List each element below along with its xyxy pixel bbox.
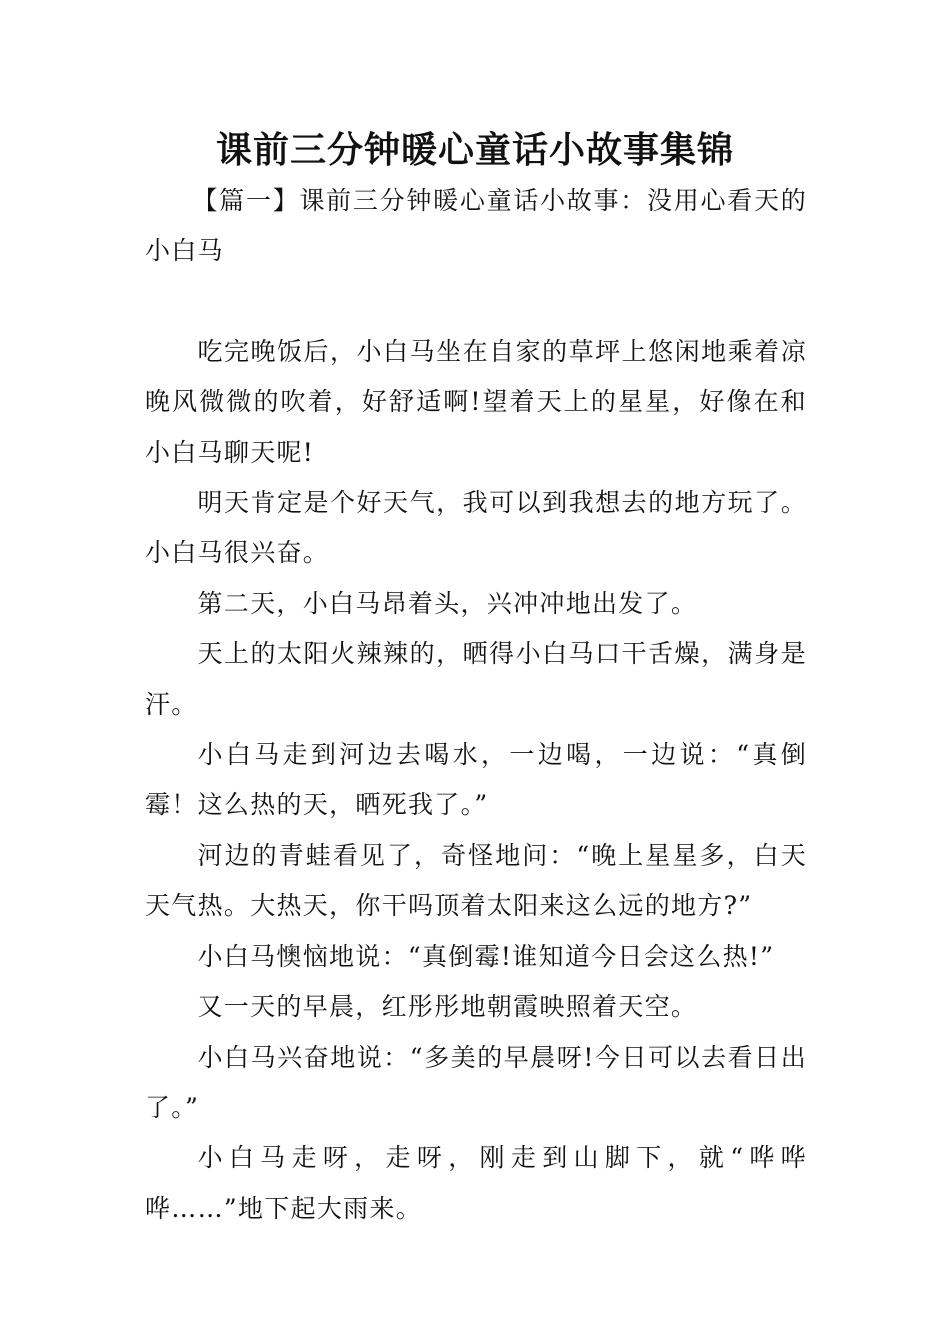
section-heading: 【篇一】课前三分钟暖心童话小故事：没用心看天的小白马 [145,186,807,266]
paragraph: 吃完晚饭后，小白马坐在自家的草坪上悠闲地乘着凉晚风微微的吹着，好舒适啊!望着天上的星星，好像在和小白马聊天呢! [145,336,807,467]
paragraph: 第二天，小白马昂着头，兴冲冲地出发了。 [197,588,698,618]
paragraph: 小白马兴奋地说：“多美的早晨呀!今日可以去看日出了。” [145,1042,807,1122]
paragraph: 又一天的早晨，红彤彤地朝霞映照着天空。 [197,992,698,1022]
paragraph: 小白马走呀，走呀，刚走到山脚下，就“哗哗哗……”地下起大雨来。 [145,1143,807,1223]
paragraph: 天上的太阳火辣辣的，晒得小白马口干舌燥，满身是汗。 [145,639,807,719]
paragraph: 河边的青蛙看见了，奇怪地问：“晚上星星多，白天天气热。大热天，你干吗顶着太阳来这么远的地方?” [145,840,807,921]
document-title: 课前三分钟暖心童话小故事集锦 [215,130,734,171]
paragraph: 明天肯定是个好天气，我可以到我想去的地方玩了。小白马很兴奋。 [145,488,807,568]
paragraph: 小白马懊恼地说：“真倒霉!谁知道今日会这么热!” [197,941,775,971]
document-body [145,176,807,1234]
paragraph: 小白马走到河边去喝水，一边喝，一边说：“真倒霉！这么热的天，晒死我了。” [145,740,807,820]
